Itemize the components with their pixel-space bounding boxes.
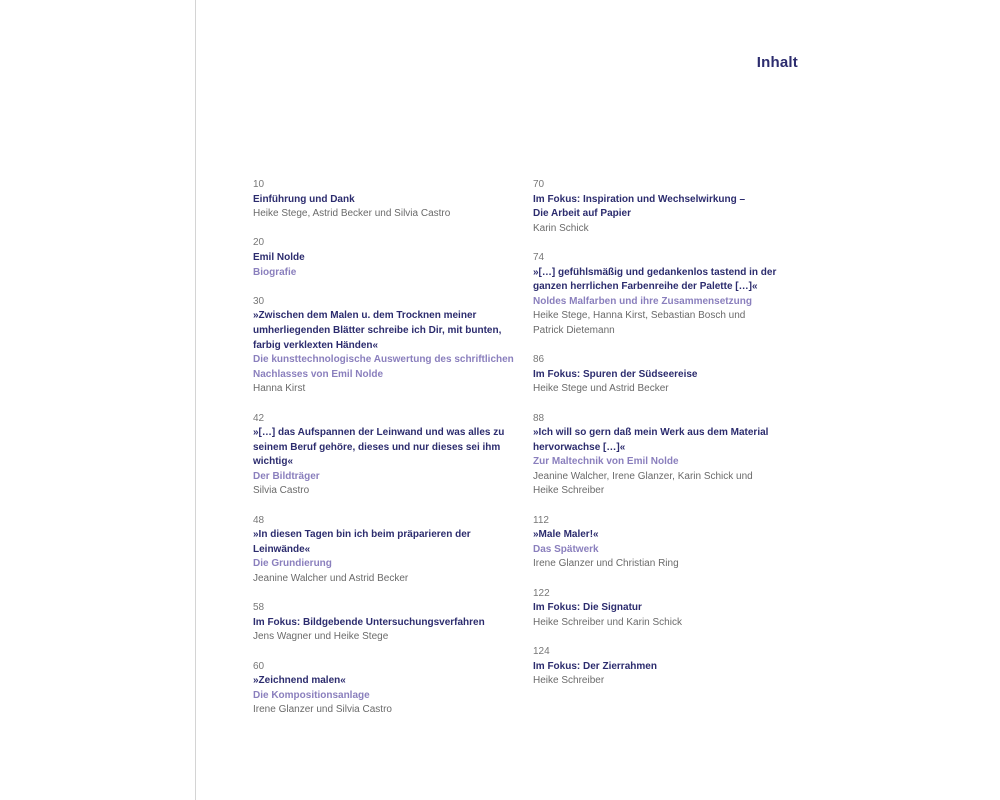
toc-entry-subtitle: Die Grundierung <box>253 558 332 570</box>
toc-entry-authors: Jens Wagner und Heike Stege <box>253 631 389 643</box>
toc-entry-title: Einführung und Dank <box>253 193 355 205</box>
toc-entry[interactable] <box>533 178 803 236</box>
toc-entry-authors: Heike Schreiber und Karin Schick <box>533 616 682 628</box>
toc-entry-page-number: 70 <box>533 179 545 190</box>
toc-entry-title: »In diesen Tagen bin ich beim präparieren der Leinwände« <box>253 529 471 555</box>
toc-entry-title: »Ich will so gern daß mein Werk aus dem Material hervorwachse […]« <box>533 427 769 453</box>
toc-column-left <box>253 178 523 733</box>
toc-entry-subtitle: Der Bildträger <box>253 470 320 482</box>
toc-entry-page-number: 30 <box>253 295 265 307</box>
toc-entry-subtitle: Biografie <box>253 266 297 278</box>
toc-entry-page-number: 124 <box>533 646 550 657</box>
toc-entry-authors: Jeanine Walcher, Irene Glanzer, Karin Schick und Heike Schreiber <box>533 470 753 497</box>
toc-entry-title: Im Fokus: Der Zierrahmen <box>533 660 657 672</box>
toc-entry-page-number: 58 <box>253 602 265 614</box>
toc-entry[interactable] <box>533 412 803 500</box>
toc-entry-authors: Irene Glanzer und Silvia Castro <box>253 704 392 716</box>
toc-entry-subtitle: Die kunsttechnologische Auswertung des schriftlichen Nachlasses von Emil Nolde <box>253 354 514 380</box>
toc-entry-authors: Irene Glanzer und Christian Ring <box>533 558 679 570</box>
toc-entry-title: Im Fokus: Inspiration und Wechselwirkung – Die Arbeit auf Papier <box>533 193 746 220</box>
toc-entry-page-number: 74 <box>533 251 545 263</box>
toc-entry-title: »[…] gefühlsmäßig und gedankenlos tastend in der ganzen herrlichen Farbenreihe der Palette […]« <box>533 266 777 293</box>
toc-entry[interactable] <box>253 178 523 222</box>
toc-entry-page-number: 48 <box>253 514 265 526</box>
toc-entry-title: Emil Nolde <box>253 251 305 263</box>
toc-entry-page-number: 122 <box>533 587 550 599</box>
toc-entry-authors: Heike Stege, Hanna Kirst, Sebastian Bosch und Patrick Dietemann <box>533 310 746 336</box>
toc-entry-subtitle: Zur Maltechnik von Emil Nolde <box>533 456 679 468</box>
toc-entry-page-number: 112 <box>533 514 549 526</box>
toc-entry-page-number: 86 <box>533 354 545 366</box>
toc-entry[interactable] <box>253 660 523 718</box>
toc-entry-title: »Zwischen dem Malen u. dem Trocknen meiner umherliegenden Blätter schreibe ich Dir, mit bunten, farbig verklexten Händen« <box>253 310 502 351</box>
toc-entry[interactable] <box>253 514 523 587</box>
toc-entry-authors: Hanna Kirst <box>253 383 306 395</box>
toc-entry-page-number: 42 <box>253 412 265 424</box>
toc-entry[interactable] <box>533 353 803 397</box>
toc-entry-page-number: 10 <box>253 179 265 190</box>
toc-entry[interactable] <box>253 601 523 645</box>
toc-entry-authors: Heike Schreiber <box>533 675 605 687</box>
toc-entry-authors: Heike Stege, Astrid Becker und Silvia Castro <box>253 208 451 220</box>
toc-entry-page-number: 60 <box>253 660 265 672</box>
toc-entry-subtitle: Die Kompositionsanlage <box>253 689 370 701</box>
toc-entry-page-number: 20 <box>253 237 265 249</box>
toc-entry-title: »[…] das Aufspannen der Leinwand und was alles zu seinem Beruf gehöre, dieses und nur dieses sei ihm wichtig« <box>253 427 505 468</box>
page-spine-divider <box>195 0 196 800</box>
toc-entry-title: »Male Maler!« <box>533 529 599 541</box>
toc-entry-authors: Jeanine Walcher und Astrid Becker <box>253 573 409 585</box>
toc-entry-title: Im Fokus: Spuren der Südseereise <box>533 368 698 380</box>
toc-entry-title: Im Fokus: Die Signatur <box>533 602 642 614</box>
toc-column-right <box>533 178 803 703</box>
toc-entry-subtitle: Noldes Malfarben und ihre Zusammensetzung <box>533 295 752 307</box>
toc-entry[interactable] <box>533 251 803 339</box>
toc-entry[interactable] <box>533 645 803 689</box>
toc-entry-title: Im Fokus: Bildgebende Untersuchungsverfahren <box>253 616 485 628</box>
toc-entry[interactable] <box>253 295 523 397</box>
toc-entry-page-number: 88 <box>533 412 545 424</box>
toc-entry[interactable] <box>533 587 803 631</box>
toc-entry[interactable] <box>533 514 803 572</box>
toc-entry[interactable] <box>253 236 523 280</box>
toc-entry[interactable] <box>253 412 523 500</box>
toc-entry-authors: Karin Schick <box>533 222 589 234</box>
page-title: Inhalt <box>756 54 798 72</box>
toc-entry-title: »Zeichnend malen« <box>253 675 346 687</box>
toc-entry-authors: Silvia Castro <box>253 485 310 497</box>
toc-entry-authors: Heike Stege und Astrid Becker <box>533 383 669 395</box>
toc-entry-subtitle: Das Spätwerk <box>533 543 599 555</box>
